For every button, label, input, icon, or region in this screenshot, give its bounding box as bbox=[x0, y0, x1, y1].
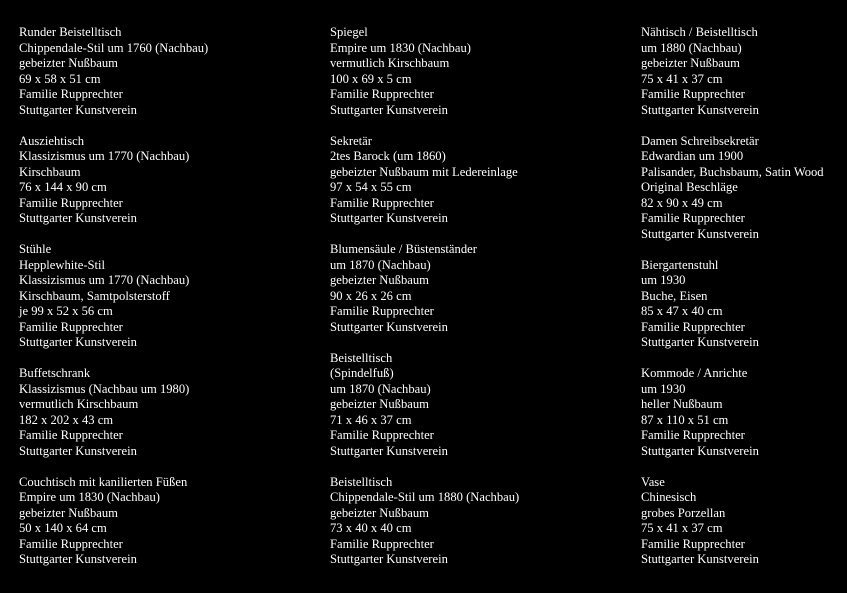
entry-detail-line: Stuttgarter Kunstverein bbox=[330, 552, 448, 566]
entry-detail-line: um 1930 bbox=[641, 381, 686, 396]
catalog-column bbox=[641, 25, 824, 583]
entry-detail-line: Familie Rupprechter bbox=[330, 195, 434, 210]
furniture-entry bbox=[19, 134, 208, 227]
entry-detail-line: Familie Rupprechter bbox=[19, 428, 123, 442]
entry-detail-line: Familie Rupprechter bbox=[330, 536, 434, 551]
entry-detail-line: Klassizismus um 1770 (Nachbau) bbox=[19, 149, 190, 163]
entry-detail-line: Familie Rupprechter bbox=[19, 87, 123, 101]
furniture-entry bbox=[641, 25, 824, 118]
entry-detail-line: um 1880 (Nachbau) bbox=[641, 40, 742, 55]
entry-detail-line: 87 x 110 x 51 cm bbox=[641, 412, 729, 427]
entry-detail-line: Empire um 1830 (Nachbau) bbox=[330, 40, 471, 55]
entry-detail-line: 85 x 47 x 40 cm bbox=[641, 304, 723, 318]
furniture-entry bbox=[330, 25, 519, 118]
entry-detail-line: Stuttgarter Kunstverein bbox=[641, 102, 759, 117]
entry-detail-line: (Spindelfuß) bbox=[330, 366, 394, 380]
entry-detail-line: Stuttgarter Kunstverein bbox=[641, 226, 759, 241]
entry-detail-line: 2tes Barock (um 1860) bbox=[330, 149, 446, 163]
entry-title: Damen Schreibsekretär bbox=[641, 133, 759, 148]
entry-detail-line: Familie Rupprechter bbox=[19, 195, 123, 210]
entry-title: Nähtisch / Beistelltisch bbox=[641, 25, 758, 39]
entry-title: Blumensäule / Büstenständer bbox=[330, 242, 477, 256]
furniture-entry bbox=[19, 475, 208, 568]
entry-detail-line: 73 x 40 x 40 cm bbox=[330, 521, 412, 535]
entry-detail-line: Stuttgarter Kunstverein bbox=[19, 443, 137, 458]
furniture-entry bbox=[641, 258, 824, 351]
entry-detail-line: Familie Rupprechter bbox=[641, 319, 745, 334]
entry-detail-line: gebeizter Nußbaum bbox=[330, 505, 429, 520]
entry-title: Vase bbox=[641, 474, 665, 489]
furniture-entry bbox=[19, 366, 208, 459]
entry-title: Couchtisch mit kanilierten Füßen bbox=[19, 474, 188, 489]
entry-detail-line: 75 x 41 x 37 cm bbox=[641, 521, 723, 535]
entry-title: Stühle bbox=[19, 242, 52, 256]
entry-detail-line: Hepplewhite-Stil bbox=[19, 257, 106, 272]
entry-detail-line: heller Nußbaum bbox=[641, 397, 723, 411]
entry-detail-line: 182 x 202 x 43 cm bbox=[19, 412, 114, 427]
entry-title: Ausziehtisch bbox=[19, 133, 85, 148]
entry-detail-line: Stuttgarter Kunstverein bbox=[330, 443, 448, 458]
entry-detail-line: Familie Rupprechter bbox=[330, 87, 434, 101]
entry-detail-line: 50 x 140 x 64 cm bbox=[19, 521, 107, 535]
entry-detail-line: Familie Rupprechter bbox=[330, 304, 434, 318]
entry-detail-line: vermutlich Kirschbaum bbox=[19, 397, 139, 411]
entry-title: Buffetschrank bbox=[19, 366, 91, 380]
entry-detail-line: Chinesisch bbox=[641, 490, 697, 504]
entry-detail-line: Stuttgarter Kunstverein bbox=[330, 211, 448, 225]
entry-detail-line: Klassizismus (Nachbau um 1980) bbox=[19, 381, 190, 396]
entry-detail-line: Kirschbaum, Samtpolsterstoff bbox=[19, 288, 170, 303]
entry-detail-line: Klassizismus um 1770 (Nachbau) bbox=[19, 273, 190, 287]
entry-detail-line: gebeizter Nußbaum bbox=[19, 505, 118, 520]
entry-detail-line: Familie Rupprechter bbox=[641, 536, 745, 551]
entry-title: Beistelltisch bbox=[330, 474, 393, 489]
entry-detail-line: 90 x 26 x 26 cm bbox=[330, 288, 412, 303]
furniture-entry bbox=[330, 351, 519, 460]
furniture-entry bbox=[19, 25, 208, 118]
entry-title: Sekretär bbox=[330, 133, 372, 148]
furniture-entry bbox=[19, 242, 208, 351]
entry-detail-line: Empire um 1830 (Nachbau) bbox=[19, 490, 160, 504]
entry-detail-line: Familie Rupprechter bbox=[19, 319, 123, 334]
entry-detail-line: 71 x 46 x 37 cm bbox=[330, 412, 412, 427]
entry-title: Biergartenstuhl bbox=[641, 257, 719, 272]
entry-detail-line: 76 x 144 x 90 cm bbox=[19, 180, 107, 194]
entry-detail-line: Familie Rupprechter bbox=[641, 211, 745, 225]
entry-detail-line: Stuttgarter Kunstverein bbox=[19, 335, 137, 349]
entry-detail-line: Kirschbaum bbox=[19, 164, 81, 179]
catalog-column bbox=[19, 25, 208, 583]
entry-detail-line: Familie Rupprechter bbox=[641, 428, 745, 442]
entry-title: Kommode / Anrichte bbox=[641, 366, 748, 380]
entry-detail-line: 75 x 41 x 37 cm bbox=[641, 71, 723, 86]
entry-detail-line: Edwardian um 1900 bbox=[641, 149, 744, 163]
entry-detail-line: Stuttgarter Kunstverein bbox=[330, 102, 448, 117]
entry-detail-line: gebeizter Nußbaum bbox=[330, 397, 429, 411]
entry-detail-line: vermutlich Kirschbaum bbox=[330, 56, 450, 70]
entry-detail-line: Buche, Eisen bbox=[641, 288, 708, 303]
entry-detail-line: um 1870 (Nachbau) bbox=[330, 257, 431, 272]
entry-detail-line: grobes Porzellan bbox=[641, 505, 726, 520]
entry-title: Spiegel bbox=[330, 25, 368, 39]
furniture-entry bbox=[330, 134, 519, 227]
entry-detail-line: 82 x 90 x 49 cm bbox=[641, 195, 723, 210]
entry-detail-line: gebeizter Nußbaum bbox=[641, 56, 740, 70]
entry-detail-line: 69 x 58 x 51 cm bbox=[19, 71, 101, 86]
entry-detail-line: Stuttgarter Kunstverein bbox=[641, 443, 759, 458]
entry-detail-line: Original Beschläge bbox=[641, 180, 738, 194]
entry-detail-line: Stuttgarter Kunstverein bbox=[641, 335, 759, 349]
entry-title: Beistelltisch bbox=[330, 350, 393, 365]
entry-detail-line: um 1930 bbox=[641, 273, 686, 287]
furniture-entry bbox=[330, 242, 519, 335]
furniture-entry bbox=[641, 475, 824, 568]
entry-detail-line: um 1870 (Nachbau) bbox=[330, 381, 431, 396]
furniture-entry bbox=[641, 366, 824, 459]
entry-detail-line: Stuttgarter Kunstverein bbox=[641, 552, 759, 566]
entry-detail-line: Familie Rupprechter bbox=[641, 87, 745, 101]
entry-detail-line: Palisander, Buchsbaum, Satin Wood bbox=[641, 164, 824, 179]
entry-detail-line: je 99 x 52 x 56 cm bbox=[19, 304, 113, 318]
entry-detail-line: gebeizter Nußbaum bbox=[19, 56, 118, 70]
entry-detail-line: gebeizter Nußbaum mit Ledereinlage bbox=[330, 164, 518, 179]
catalog-column bbox=[330, 25, 519, 583]
entry-detail-line: Chippendale-Stil um 1880 (Nachbau) bbox=[330, 490, 520, 504]
entry-detail-line: Stuttgarter Kunstverein bbox=[19, 102, 137, 117]
furniture-entry bbox=[641, 134, 824, 243]
entry-detail-line: Familie Rupprechter bbox=[330, 428, 434, 442]
entry-detail-line: Stuttgarter Kunstverein bbox=[19, 211, 137, 225]
entry-detail-line: gebeizter Nußbaum bbox=[330, 273, 429, 287]
entry-detail-line: 97 x 54 x 55 cm bbox=[330, 180, 412, 194]
entry-detail-line: Stuttgarter Kunstverein bbox=[19, 552, 137, 566]
entry-detail-line: 100 x 69 x 5 cm bbox=[330, 71, 412, 86]
entry-detail-line: Chippendale-Stil um 1760 (Nachbau) bbox=[19, 40, 209, 55]
entry-detail-line: Stuttgarter Kunstverein bbox=[330, 319, 448, 334]
entry-title: Runder Beistelltisch bbox=[19, 25, 122, 39]
furniture-entry bbox=[330, 475, 519, 568]
entry-detail-line: Familie Rupprechter bbox=[19, 536, 123, 551]
